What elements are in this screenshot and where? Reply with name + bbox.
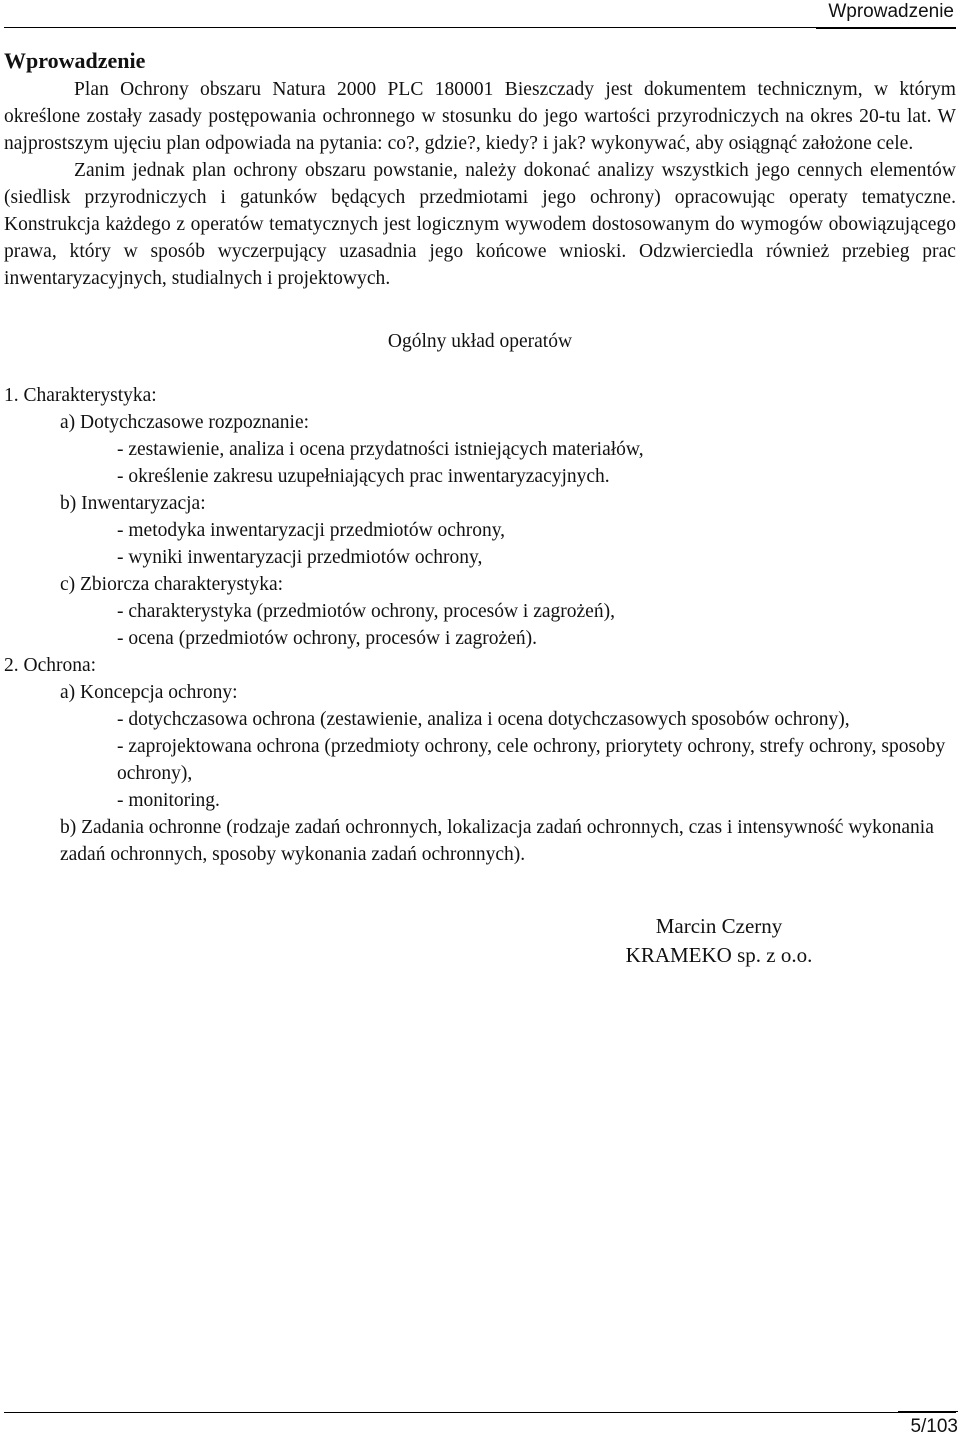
outline-item: - monitoring. xyxy=(117,790,220,811)
outline-item: - określenie zakresu uzupełniających prac inwentaryzacyjnych. xyxy=(117,466,610,487)
outline-item: - dotychczasowa ochrona (zestawienie, analiza i ocena dotychczasowych sposobów ochrony), xyxy=(117,709,850,730)
outline-item: - wyniki inwentaryzacji przedmiotów ochrony, xyxy=(117,547,483,568)
outline-item: - charakterystyka (przedmiotów ochrony, procesów i zagrożeń), xyxy=(117,601,615,622)
page-number: 5/103 xyxy=(898,1411,958,1440)
outline-item: b) Inwentaryzacja: xyxy=(60,493,206,514)
paragraph-intro: Plan Ochrony obszaru Natura 2000 PLC 180001 Bieszczady jest dokumentem technicznym, w którym określone zostały zasady postępowania ochronnego w stosunku do jego wartości przyrodniczych na okres 20-tu lat. W najprostszym ujęciu plan odpowiada na pytania: co?, gdzie?, kiedy? i jak? wykonywać, aby osiągnąć założone cele. xyxy=(4,79,956,154)
footer-rule xyxy=(4,1412,956,1413)
paragraph-analysis: Zanim jednak plan ochrony obszaru powstanie, należy dokonać analizy wszystkich jego cennych elementów (siedlisk przyrodniczych i gatunków będących przedmiotami jego ochrony) opracowując operaty tematyczne. Konstrukcja każdego z operatów tematycznych jest logicznym wywodem dostosowanym do wymogów obowiązującego prawa, który w sposób wyczerpujący uzasadnia jego końcowe wnioski. Odzwierciedla również przebieg prac inwentaryzacyjnych, studialnych i projektowych. xyxy=(4,160,956,289)
header-rule xyxy=(4,27,956,28)
section-title: Wprowadzenie xyxy=(4,48,146,73)
document-body xyxy=(4,46,956,970)
signature-company: KRAMEKO sp. z o.o. xyxy=(625,943,813,967)
outline-item: - ocena (przedmiotów ochrony, procesów i zagrożeń). xyxy=(117,628,537,649)
signature-block xyxy=(474,912,960,970)
outline-item: - zestawienie, analiza i ocena przydatności istniejących materiałów, xyxy=(117,439,644,460)
outline-title: Ogólny układ operatów xyxy=(387,331,573,352)
signature-name: Marcin Czerny xyxy=(655,914,783,938)
outline-item: 2. Ochrona: xyxy=(4,655,97,676)
outline-item: a) Koncepcja ochrony: xyxy=(60,682,238,703)
outline-item: c) Zbiorcza charakterystyka: xyxy=(60,574,284,595)
running-header: Wprowadzenie xyxy=(816,0,956,29)
outline-item: - zaprojektowana ochrona (przedmioty ochrony, cele ochrony, priorytety ochrony, strefy ochrony, sposoby ochrony), xyxy=(117,736,946,784)
outline-item: a) Dotychczasowe rozpoznanie: xyxy=(60,412,310,433)
outline-list xyxy=(4,382,956,868)
outline-item: 1. Charakterystyka: xyxy=(4,385,157,406)
outline-item: b) Zadania ochronne (rodzaje zadań ochronnych, lokalizacja zadań ochronnych, czas i intensywność wykonania zadań ochronnych, sposoby wykonania zadań ochronnych). xyxy=(60,817,934,865)
outline-item: - metodyka inwentaryzacji przedmiotów ochrony, xyxy=(117,520,506,541)
